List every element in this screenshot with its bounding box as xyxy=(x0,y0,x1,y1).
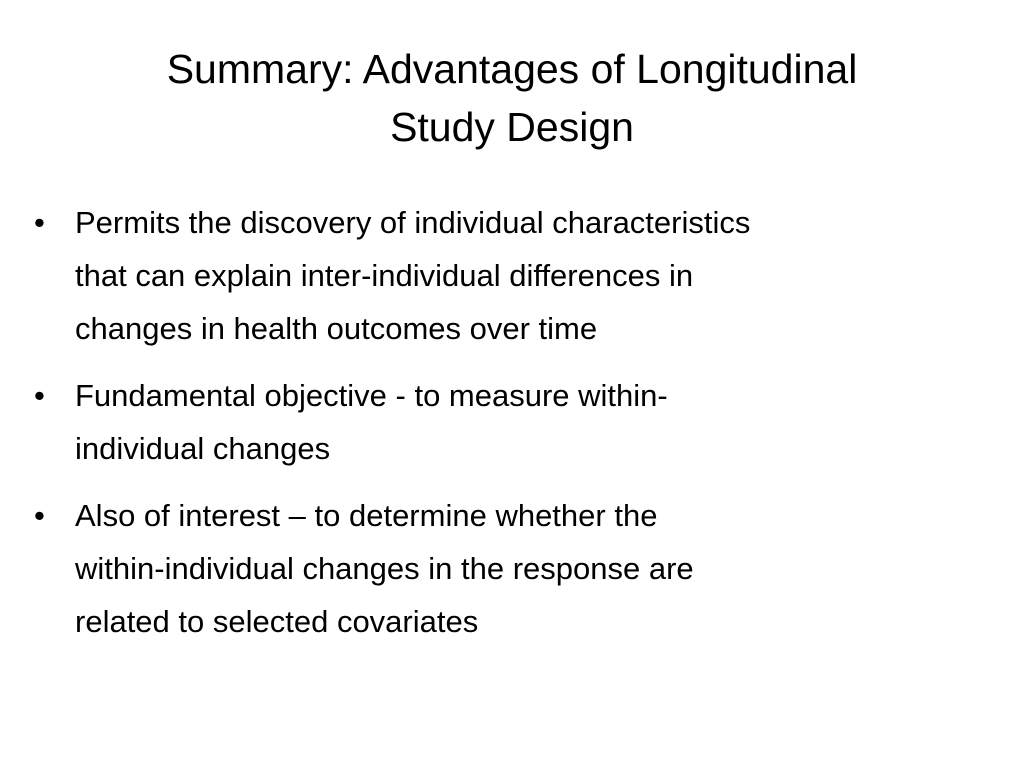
bullet-1-line-1: Permits the discovery of individual characteristics xyxy=(75,205,751,240)
bullet-item-2 xyxy=(34,369,1004,475)
bullet-dot-icon: • xyxy=(34,205,45,240)
bullet-2-line-2: individual changes xyxy=(75,431,331,466)
bullet-dot-icon: • xyxy=(34,378,45,413)
bullet-1-line-2: that can explain inter-individual differences in xyxy=(75,258,694,293)
title-line-2: Study Design xyxy=(390,104,634,150)
bullet-3-line-1: Also of interest – to determine whether the xyxy=(75,498,658,533)
slide-title xyxy=(72,40,952,156)
bullet-3-line-3: related to selected covariates xyxy=(75,604,479,639)
bullet-dot-icon: • xyxy=(34,498,45,533)
bullet-1-line-3: changes in health outcomes over time xyxy=(75,311,598,346)
bullet-item-3 xyxy=(34,489,1004,648)
bullet-list xyxy=(34,196,1004,648)
title-line-1: Summary: Advantages of Longitudinal xyxy=(166,46,858,92)
bullet-3-line-2: within-individual changes in the response are xyxy=(75,551,694,586)
bullet-2-line-1: Fundamental objective - to measure within- xyxy=(75,378,668,413)
bullet-item-1 xyxy=(34,196,1004,355)
